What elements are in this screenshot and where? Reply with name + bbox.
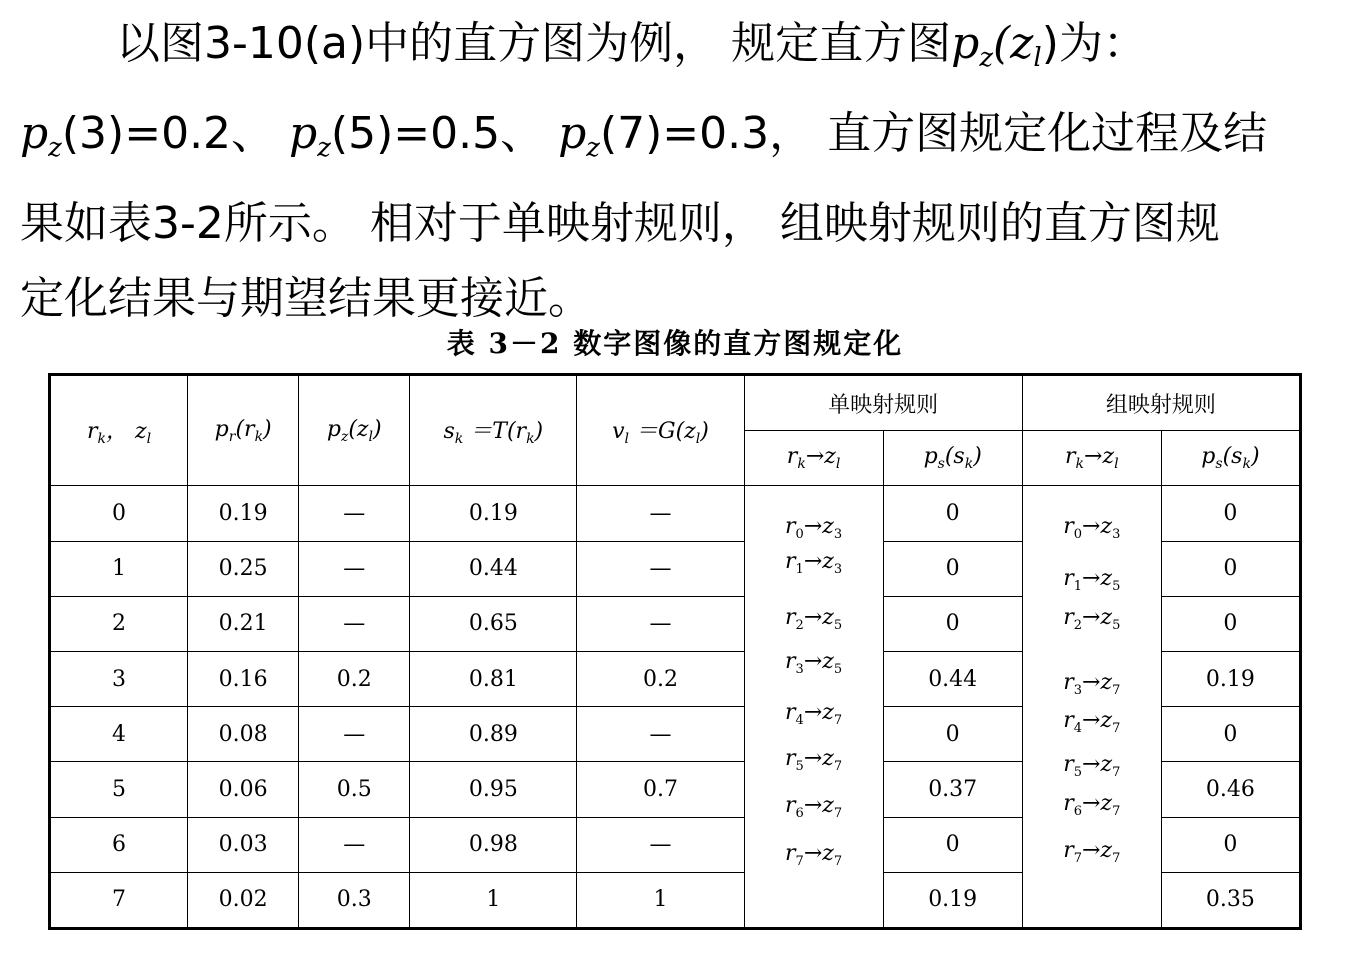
mapping-label: $r_2\to z_5$ <box>785 605 843 634</box>
row-ps-single: 0.44 <box>883 651 1022 706</box>
row-pr: 0.08 <box>188 707 299 762</box>
row-ps-single: 0.37 <box>883 762 1022 817</box>
row-ps-single: 0 <box>883 817 1022 872</box>
row-pr: 0.16 <box>188 651 299 706</box>
mapping-label: $r_7\to z_7$ <box>785 840 843 869</box>
row-k: 4 <box>50 707 188 762</box>
row-pz: 0.3 <box>299 872 410 928</box>
pz-subscript: z <box>979 43 994 73</box>
header-group-rk-zl: $r_k\to z_l$ <box>1022 431 1161 486</box>
row-pr: 0.03 <box>188 817 299 872</box>
row-ps-group: 0 <box>1161 817 1300 872</box>
zl-close: ) <box>1041 18 1059 69</box>
single-map-column <box>744 486 883 929</box>
row-k: 3 <box>50 651 188 706</box>
pz3-symbol: p <box>20 108 49 159</box>
row-sk: 0.44 <box>410 541 577 596</box>
row-k: 5 <box>50 762 188 817</box>
mapping-label: $r_6\to z_7$ <box>785 793 843 822</box>
row-vl: 0.2 <box>577 651 744 706</box>
paragraph-line-4: 定化结果与期望结果更接近。 <box>20 273 592 324</box>
mapping-label: $r_6\to z_7$ <box>1063 791 1121 820</box>
row-ps-group: 0 <box>1161 707 1300 762</box>
pz7-symbol: p <box>558 108 587 159</box>
header-group-ps: $p_s(s_k)$ <box>1161 431 1300 486</box>
row-k: 1 <box>50 541 188 596</box>
paragraph-line-2 <box>20 96 1340 186</box>
row-pr: 0.19 <box>188 486 299 541</box>
row-ps-group: 0 <box>1161 541 1300 596</box>
row-k: 7 <box>50 872 188 928</box>
row-vl: — <box>577 541 744 596</box>
header-pz: $p_z(z_l)$ <box>299 375 410 486</box>
mapping-label: $r_0\to z_3$ <box>1063 513 1121 542</box>
row-k: 2 <box>50 596 188 651</box>
mapping-label: $r_4\to z_7$ <box>785 699 843 728</box>
header-single-ps: $p_s(s_k)$ <box>883 431 1022 486</box>
row-pr: 0.06 <box>188 762 299 817</box>
pz5-eq: (5)=0.5、 <box>330 108 559 159</box>
row-pz: 0.5 <box>299 762 410 817</box>
row-sk: 0.81 <box>410 651 577 706</box>
row-pz: — <box>299 817 410 872</box>
mapping-label: $r_7\to z_7$ <box>1063 837 1121 866</box>
row-pz: — <box>299 707 410 762</box>
row-pr: 0.02 <box>188 872 299 928</box>
row-ps-single: 0.19 <box>883 872 1022 928</box>
header-rk-zl: $r_k$， $z_l$ <box>50 375 188 486</box>
pz-symbol: p <box>951 18 980 69</box>
mapping-label: $r_3\to z_7$ <box>1063 669 1121 698</box>
body-paragraph <box>20 6 1340 336</box>
pz7-eq: (7)=0.3， 直方图规定化过程及结 <box>599 108 1268 159</box>
row-sk: 0.98 <box>410 817 577 872</box>
row-sk: 0.95 <box>410 762 577 817</box>
row-ps-group: 0.46 <box>1161 762 1300 817</box>
row-vl: — <box>577 486 744 541</box>
header-vl: $v_l =G(z_l)$ <box>577 375 744 486</box>
mapping-label: $r_5\to z_7$ <box>1063 751 1121 780</box>
row-k: 6 <box>50 817 188 872</box>
paragraph-line-1 <box>20 6 1340 96</box>
row-vl: — <box>577 596 744 651</box>
header-pr: $p_r(r_k)$ <box>188 375 299 486</box>
row-sk: 0.89 <box>410 707 577 762</box>
row-ps-group: 0 <box>1161 596 1300 651</box>
row-pr: 0.25 <box>188 541 299 596</box>
table-body <box>50 486 1301 929</box>
mapping-label: $r_1\to z_3$ <box>785 549 843 578</box>
mapping-label: $r_3\to z_5$ <box>785 648 843 677</box>
row-ps-group: 0 <box>1161 486 1300 541</box>
mapping-label: $r_1\to z_5$ <box>1063 565 1121 594</box>
zl-symbol: (z <box>993 18 1034 69</box>
mapping-label: $r_2\to z_5$ <box>1063 605 1121 634</box>
row-sk: 1 <box>410 872 577 928</box>
row-ps-single: 0 <box>883 541 1022 596</box>
pz5-sub: z <box>317 133 331 163</box>
mapping-label: $r_5\to z_7$ <box>785 746 843 775</box>
group-map-column <box>1022 486 1161 929</box>
mapping-label: $r_4\to z_7$ <box>1063 708 1121 737</box>
header-single-map: 单映射规则 <box>744 375 1022 431</box>
row-ps-single: 0 <box>883 707 1022 762</box>
paragraph-line-3: 果如表3-2所示。 相对于单映射规则， 组映射规则的直方图规 <box>20 198 1220 249</box>
row-ps-single: 0 <box>883 486 1022 541</box>
row-vl: — <box>577 707 744 762</box>
histogram-spec-table <box>48 373 1302 930</box>
row-pz: — <box>299 596 410 651</box>
row-k: 0 <box>50 486 188 541</box>
pz5-symbol: p <box>289 108 318 159</box>
header-single-rk-zl: $r_k\to z_l$ <box>744 431 883 486</box>
row-pz: — <box>299 486 410 541</box>
row-sk: 0.19 <box>410 486 577 541</box>
row-ps-group: 0.35 <box>1161 872 1300 928</box>
row-sk: 0.65 <box>410 596 577 651</box>
table-row <box>50 486 1301 541</box>
zl-subscript: l <box>1033 43 1042 73</box>
row-ps-single: 0 <box>883 596 1022 651</box>
row-vl: 0.7 <box>577 762 744 817</box>
row-pz: 0.2 <box>299 651 410 706</box>
row-vl: — <box>577 817 744 872</box>
pz3-eq: (3)=0.2、 <box>61 108 290 159</box>
header-sk: $s_k =T(r_k)$ <box>410 375 577 486</box>
line1-text: 以图3-10(a)中的直方图为例， 规定直方图 <box>116 18 952 69</box>
mapping-label: $r_0\to z_3$ <box>785 513 843 542</box>
row-vl: 1 <box>577 872 744 928</box>
row-pz: — <box>299 541 410 596</box>
pz3-sub: z <box>48 133 62 163</box>
header-group-map: 组映射规则 <box>1022 375 1300 431</box>
line1-end: 为： <box>1058 18 1147 69</box>
row-ps-group: 0.19 <box>1161 651 1300 706</box>
table-caption: 表 3－2 数字图像的直方图规定化 <box>446 327 904 360</box>
row-pr: 0.21 <box>188 596 299 651</box>
pz7-sub: z <box>586 133 600 163</box>
